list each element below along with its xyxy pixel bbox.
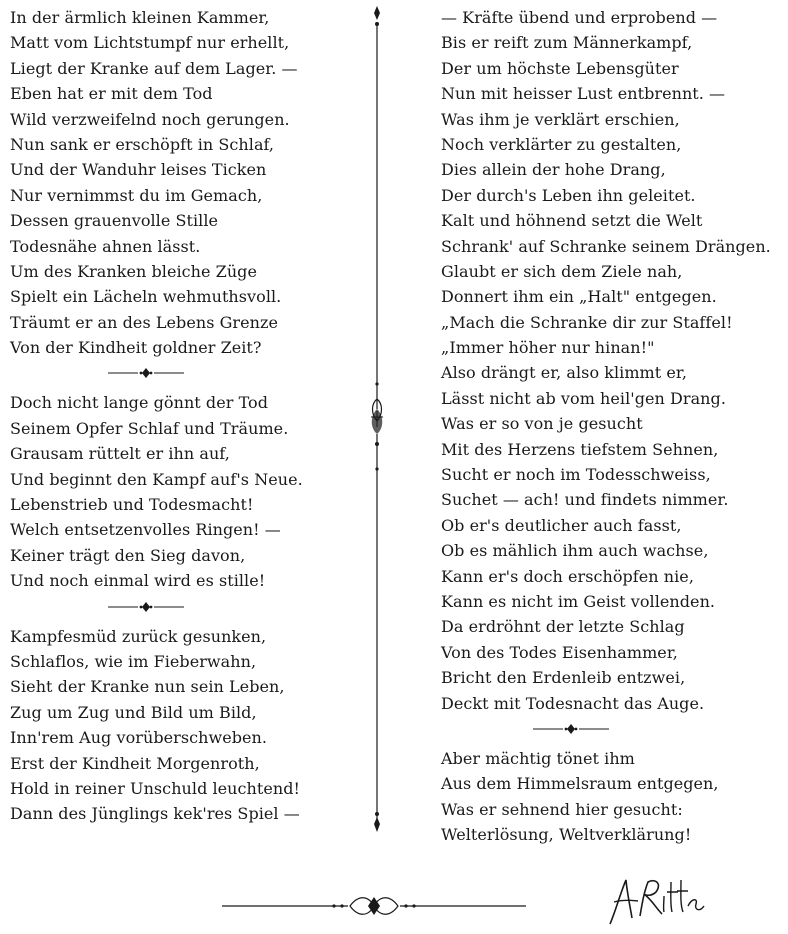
poem-line: Von der Kindheit goldner Zeit? — [10, 338, 262, 358]
poem-line: Nur vernimmst du im Gemach, — [10, 185, 263, 205]
stanza — [10, 5, 360, 360]
poem-line: Erst der Kindheit Morgenroth, — [10, 753, 260, 773]
poem-line: Aus dem Himmelsraum entgegen, — [441, 774, 719, 794]
poem-line: Da erdröhnt der letzte Schlag — [441, 617, 685, 637]
poem-line: Lässt nicht ab vom heil'gen Drang. — [441, 388, 726, 408]
poem-line: Zug um Zug und Bild um Bild, — [10, 702, 257, 722]
poem-line: Und noch einmal wird es stille! — [10, 571, 266, 591]
poem-line: Bricht den Erdenleib entzwei, — [441, 668, 686, 688]
poem-line: Dann des Jünglings kek'res Spiel — — [10, 804, 300, 824]
poem-line: Was ihm je verklärt erschien, — [441, 109, 680, 129]
poem-line: — Kräfte übend und erprobend — — [441, 8, 718, 27]
poem-line: Kalt und höhnend setzt die Welt — [441, 211, 703, 231]
poem-line: In der ärmlich kleinen Kammer, — [10, 8, 270, 27]
poem-line: Hold in reiner Unschuld leuchtend! — [10, 778, 301, 798]
poem-line: Ob es mählich ihm auch wachse, — [441, 541, 709, 561]
poem-line: Doch nicht lange gönnt der Tod — [10, 393, 269, 413]
poem-line: Inn'rem Aug vorüberschweben. — [10, 728, 268, 748]
poem-line: Liegt der Kranke auf dem Lager. — — [10, 58, 298, 78]
poem-line: Von des Todes Eisenhammer, — [441, 642, 678, 662]
poem-line: Sucht er noch im Todesschweiss, — [441, 465, 711, 485]
poem-line: Was er sehnend hier gesucht: — [441, 799, 683, 819]
poem-line: Eben hat er mit dem Tod — [10, 84, 213, 104]
poem-line: Welterlösung, Weltverklärung! — [441, 825, 692, 845]
poem-line: Nun sank er erschöpft in Schlaf, — [10, 134, 275, 154]
stanza-divider-icon — [10, 594, 360, 624]
poem-line: Der durch's Leben ihn geleitet. — [441, 185, 696, 205]
poem-line: Grausam rüttelt er ihn auf, — [10, 444, 230, 464]
bottom-ornament-icon — [222, 893, 526, 919]
poem-line: Lebenstrieb und Todesmacht! — [10, 495, 254, 515]
stanza-divider-icon — [10, 360, 360, 390]
poem-line: Aber mächtig tönet ihm — [441, 748, 635, 768]
poem-line: „Mach die Schranke dir zur Staffel! — [441, 312, 733, 332]
author-signature — [596, 872, 708, 932]
poem-line: Nun mit heisser Lust entbrennt. — — [441, 84, 726, 104]
poem-line: Keiner trägt den Sieg davon, — [10, 545, 246, 565]
poem-line: Und der Wanduhr leises Ticken — [10, 160, 267, 180]
poem-line: „Immer höher nur hinan!" — [441, 338, 655, 358]
poem-line: Dessen grauenvolle Stille — [10, 211, 219, 231]
poem-line: Der um höchste Lebensgüter — [441, 58, 679, 78]
poem-line: Um des Kranken bleiche Züge — [10, 261, 257, 281]
poem-line: Glaubt er sich dem Ziele nah, — [441, 261, 683, 281]
center-ornamental-rule — [367, 4, 387, 834]
poem-line: Welch entsetzenvolles Ringen! — — [10, 520, 281, 540]
poem-line: Bis er reift zum Männerkampf, — [441, 33, 693, 53]
poem-line: Wild verzweifelnd noch gerungen. — [10, 109, 290, 129]
stanza — [441, 746, 786, 848]
poem-line: Matt vom Lichtstumpf nur erhellt, — [10, 33, 290, 53]
poem-line: Kann er's doch erschöpfen nie, — [441, 566, 694, 586]
poem-line: Todesnähe ahnen lässt. — [10, 236, 201, 256]
poem-line: Kampfesmüd zurück gesunken, — [10, 626, 267, 646]
poem-line: Seinem Opfer Schlaf und Träume. — [10, 418, 289, 438]
stanza-divider-icon — [441, 716, 786, 746]
poem-line: Schlaflos, wie im Fieberwahn, — [10, 651, 257, 671]
poem-line: Was er so von je gesucht — [441, 414, 643, 434]
poem-line: Suchet — ach! und findets nimmer. — [441, 490, 729, 510]
poem-line: Schrank' auf Schranke seinem Drängen. — [441, 236, 771, 256]
poem-line: Noch verklärter zu gestalten, — [441, 134, 682, 154]
poem-column-right — [441, 5, 786, 848]
poem-line: Donnert ihm ein „Halt" entgegen. — [441, 287, 717, 307]
poem-line: Mit des Herzens tiefstem Sehnen, — [441, 439, 719, 459]
poem-line: Kann es nicht im Geist vollenden. — [441, 591, 716, 611]
stanza — [441, 5, 786, 716]
poem-line: Deckt mit Todesnacht das Auge. — [441, 693, 705, 713]
poem-line: Dies allein der hohe Drang, — [441, 160, 666, 180]
poem-line: Sieht der Kranke nun sein Leben, — [10, 677, 285, 697]
poem-line: Träumt er an des Lebens Grenze — [10, 312, 278, 332]
poem-line: Ob er's deutlicher auch fasst, — [441, 515, 682, 535]
poem-line: Spielt ein Lächeln wehmuthsvoll. — [10, 287, 282, 307]
poem-line: Also drängt er, also klimmt er, — [441, 363, 687, 383]
stanza — [10, 624, 360, 827]
poem-line: Und beginnt den Kampf auf's Neue. — [10, 469, 303, 489]
stanza — [10, 390, 360, 593]
poem-column-left — [10, 5, 360, 827]
